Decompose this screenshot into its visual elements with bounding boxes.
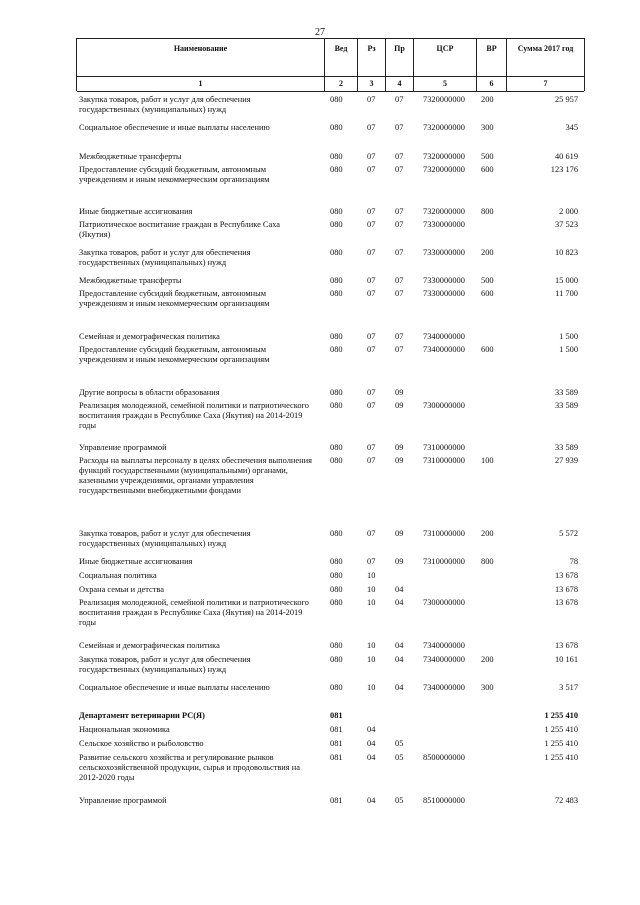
cell-sum: 13 678	[554, 585, 578, 594]
cell-rz: 07	[367, 401, 376, 410]
header-rz: Рз	[358, 39, 386, 76]
cell-sum: 1 255 410	[544, 725, 578, 734]
cell-pr: 07	[395, 276, 404, 285]
cell-pr: 07	[395, 207, 404, 216]
cell-csr: 8510000000	[423, 796, 465, 805]
cell-ved: 080	[330, 571, 343, 580]
cell-sum: 1 500	[559, 345, 578, 354]
cell-sum: 13 678	[554, 571, 578, 580]
cell-csr: 7320000000	[423, 152, 465, 161]
cell-sum: 2 000	[559, 207, 578, 216]
cell-rz: 07	[367, 207, 376, 216]
cell-pr: 09	[395, 388, 404, 397]
cell-name: Управление программой	[79, 796, 167, 805]
cell-rz: 07	[367, 345, 376, 354]
cell-name: Охрана семьи и детства	[79, 585, 164, 594]
cell-rz: 07	[367, 248, 376, 257]
cell-ved: 080	[330, 401, 343, 410]
cell-ved: 080	[330, 248, 343, 257]
header-row-titles	[77, 39, 584, 77]
cell-pr: 07	[395, 345, 404, 354]
cell-csr: 7330000000	[423, 276, 465, 285]
cell-pr: 09	[395, 456, 404, 465]
cell-rz: 07	[367, 95, 376, 104]
cell-name: Закупка товаров, работ и услуг для обеспечения государственных (муниципальных) нужд	[79, 529, 251, 548]
cell-sum: 345	[565, 123, 578, 132]
cell-rz: 07	[367, 456, 376, 465]
cell-ved: 080	[330, 276, 343, 285]
cell-csr: 7310000000	[423, 443, 465, 452]
cell-rz: 07	[367, 152, 376, 161]
cell-name: Семейная и демографическая политика	[79, 332, 220, 341]
header-num-6: 6	[477, 77, 507, 91]
cell-name: Расходы на выплаты персоналу в целях обеспечения выполнения функций государственными (муниципальными) органами, казенными учреждениями, органами управления государственными внебюджетными фондами	[79, 456, 312, 495]
cell-sum: 1 500	[559, 332, 578, 341]
cell-name: Предоставление субсидий бюджетным, автономным учреждениям и иным некоммерческим организациям	[79, 289, 270, 308]
cell-rz: 07	[367, 289, 376, 298]
cell-rz: 04	[367, 753, 376, 762]
cell-ved: 080	[330, 152, 343, 161]
cell-name: Закупка товаров, работ и услуг для обеспечения государственных (муниципальных) нужд	[79, 655, 251, 674]
header-sum: Сумма 2017 год	[517, 44, 574, 53]
cell-pr: 07	[395, 123, 404, 132]
cell-pr: 04	[395, 598, 404, 607]
cell-name: Реализация молодежной, семейной политики и патриотического воспитания граждан в Республике Саха (Якутия) на 2014-2019 годы	[79, 401, 309, 430]
cell-ved: 081	[330, 753, 343, 762]
cell-rz: 07	[367, 220, 376, 229]
cell-vr: 600	[481, 289, 494, 298]
cell-sum: 33 589	[554, 443, 578, 452]
cell-name: Сельское хозяйство и рыболовство	[79, 739, 204, 748]
cell-name: Семейная и демографическая политика	[79, 641, 220, 650]
cell-pr: 07	[395, 95, 404, 104]
cell-rz: 07	[367, 529, 376, 538]
cell-csr: 7320000000	[423, 95, 465, 104]
cell-name: Департамент ветеринарии РС(Я)	[79, 711, 205, 720]
cell-sum: 33 589	[554, 388, 578, 397]
cell-name: Предоставление субсидий бюджетным, автономным учреждениям и иным некоммерческим организациям	[79, 345, 270, 364]
cell-rz: 07	[367, 165, 376, 174]
cell-name: Управление программой	[79, 443, 167, 452]
cell-vr: 300	[481, 123, 494, 132]
header-num-2: 2	[325, 77, 358, 91]
header-num-3: 3	[358, 77, 386, 91]
cell-ved: 080	[330, 456, 343, 465]
cell-csr: 7340000000	[423, 641, 465, 650]
header-vr: ВР	[477, 39, 507, 76]
cell-ved: 081	[330, 725, 343, 734]
cell-csr: 7310000000	[423, 557, 465, 566]
cell-sum: 72 483	[554, 796, 578, 805]
cell-vr: 600	[481, 345, 494, 354]
cell-vr: 500	[481, 152, 494, 161]
cell-sum: 10 823	[554, 248, 578, 257]
cell-sum: 5 572	[559, 529, 578, 538]
cell-csr: 7320000000	[423, 207, 465, 216]
cell-pr: 07	[395, 248, 404, 257]
cell-sum: 1 255 410	[544, 739, 578, 748]
cell-vr: 100	[481, 456, 494, 465]
cell-vr: 800	[481, 207, 494, 216]
cell-name: Межбюджетные трансферты	[79, 152, 182, 161]
cell-csr: 7320000000	[423, 165, 465, 174]
cell-ved: 080	[330, 123, 343, 132]
cell-sum: 15 000	[554, 276, 578, 285]
cell-csr: 7300000000	[423, 401, 465, 410]
cell-ved: 080	[330, 585, 343, 594]
cell-csr: 7330000000	[423, 289, 465, 298]
cell-rz: 04	[367, 739, 376, 748]
cell-ved: 081	[330, 711, 343, 720]
cell-csr: 7340000000	[423, 332, 465, 341]
cell-csr: 7300000000	[423, 598, 465, 607]
cell-ved: 080	[330, 345, 343, 354]
cell-sum: 25 957	[554, 95, 578, 104]
cell-ved: 080	[330, 207, 343, 216]
cell-rz: 07	[367, 557, 376, 566]
cell-name: Межбюджетные трансферты	[79, 276, 182, 285]
cell-vr: 200	[481, 248, 494, 257]
cell-rz: 07	[367, 388, 376, 397]
cell-sum: 123 176	[550, 165, 578, 174]
header-csr: ЦСР	[414, 39, 477, 76]
cell-csr: 7330000000	[423, 220, 465, 229]
cell-csr: 7310000000	[423, 529, 465, 538]
cell-pr: 09	[395, 443, 404, 452]
cell-ved: 080	[330, 443, 343, 452]
cell-ved: 080	[330, 641, 343, 650]
cell-vr: 600	[481, 165, 494, 174]
cell-ved: 080	[330, 655, 343, 664]
cell-ved: 081	[330, 739, 343, 748]
cell-sum: 3 517	[559, 683, 578, 692]
cell-rz: 04	[367, 796, 376, 805]
cell-rz: 10	[367, 598, 376, 607]
cell-vr: 200	[481, 655, 494, 664]
header-ved: Вед	[325, 39, 358, 76]
header-name: Наименование	[77, 39, 325, 76]
cell-name: Другие вопросы в области образования	[79, 388, 220, 397]
cell-ved: 080	[330, 388, 343, 397]
cell-ved: 080	[330, 683, 343, 692]
cell-pr: 04	[395, 683, 404, 692]
cell-name: Патриотическое воспитание граждан в Республике Саха (Якутия)	[79, 220, 280, 239]
cell-name: Социальное обеспечение и иные выплаты населению	[79, 683, 270, 692]
cell-pr: 09	[395, 401, 404, 410]
cell-vr: 300	[481, 683, 494, 692]
cell-ved: 080	[330, 165, 343, 174]
header-num-1: 1	[77, 77, 325, 91]
cell-ved: 080	[330, 220, 343, 229]
cell-name: Закупка товаров, работ и услуг для обеспечения государственных (муниципальных) нужд	[79, 248, 251, 267]
table-header	[76, 38, 585, 91]
cell-csr: 7330000000	[423, 248, 465, 257]
cell-pr: 05	[395, 739, 404, 748]
cell-vr: 200	[481, 95, 494, 104]
cell-name: Иные бюджетные ассигнования	[79, 207, 193, 216]
cell-name: Реализация молодежной, семейной политики и патриотического воспитания граждан в Республике Саха (Якутия) на 2014-2019 годы	[79, 598, 309, 627]
cell-ved: 080	[330, 95, 343, 104]
cell-vr: 800	[481, 557, 494, 566]
cell-ved: 080	[330, 557, 343, 566]
header-num-7: 7	[543, 79, 548, 88]
page-number: 27	[315, 27, 325, 38]
cell-ved: 081	[330, 796, 343, 805]
cell-sum: 13 678	[554, 598, 578, 607]
cell-vr: 200	[481, 529, 494, 538]
cell-pr: 07	[395, 220, 404, 229]
cell-vr: 500	[481, 276, 494, 285]
cell-csr: 7310000000	[423, 456, 465, 465]
cell-pr: 04	[395, 641, 404, 650]
cell-name: Социальное обеспечение и иные выплаты населению	[79, 123, 270, 132]
cell-csr: 8500000000	[423, 753, 465, 762]
cell-csr: 7320000000	[423, 123, 465, 132]
cell-pr: 07	[395, 165, 404, 174]
cell-pr: 04	[395, 585, 404, 594]
cell-pr: 07	[395, 289, 404, 298]
cell-sum: 33 589	[554, 401, 578, 410]
cell-rz: 04	[367, 725, 376, 734]
cell-rz: 10	[367, 571, 376, 580]
cell-name: Социальная политика	[79, 571, 157, 580]
cell-sum: 40 619	[554, 152, 578, 161]
cell-name: Развитие сельского хозяйства и регулирование рынков сельскохозяйственной продукции, сырья и продовольствия на 2012-2020 годы	[79, 753, 300, 782]
cell-sum: 37 523	[554, 220, 578, 229]
cell-ved: 080	[330, 598, 343, 607]
cell-name: Иные бюджетные ассигнования	[79, 557, 193, 566]
cell-pr: 04	[395, 655, 404, 664]
cell-sum: 10 161	[554, 655, 578, 664]
cell-rz: 10	[367, 683, 376, 692]
cell-name: Национальная экономика	[79, 725, 170, 734]
cell-name: Закупка товаров, работ и услуг для обеспечения государственных (муниципальных) нужд	[79, 95, 251, 114]
cell-ved: 080	[330, 289, 343, 298]
cell-rz: 07	[367, 276, 376, 285]
cell-rz: 07	[367, 443, 376, 452]
cell-csr: 7340000000	[423, 655, 465, 664]
cell-sum: 27 939	[554, 456, 578, 465]
cell-pr: 05	[395, 796, 404, 805]
cell-pr: 09	[395, 529, 404, 538]
header-num-4: 4	[386, 77, 414, 91]
cell-ved: 080	[330, 529, 343, 538]
cell-pr: 07	[395, 152, 404, 161]
cell-pr: 05	[395, 753, 404, 762]
header-pr: Пр	[386, 39, 414, 76]
cell-pr: 07	[395, 332, 404, 341]
cell-sum: 1 255 410	[544, 753, 578, 762]
cell-pr: 09	[395, 557, 404, 566]
cell-sum: 1 255 410	[544, 711, 578, 720]
cell-rz: 10	[367, 641, 376, 650]
cell-rz: 10	[367, 655, 376, 664]
cell-rz: 10	[367, 585, 376, 594]
cell-rz: 07	[367, 332, 376, 341]
cell-csr: 7340000000	[423, 345, 465, 354]
cell-rz: 07	[367, 123, 376, 132]
cell-csr: 7340000000	[423, 683, 465, 692]
cell-sum: 78	[569, 557, 578, 566]
cell-name: Предоставление субсидий бюджетным, автономным учреждениям и иным некоммерческим организациям	[79, 165, 270, 184]
cell-sum: 13 678	[554, 641, 578, 650]
cell-sum: 11 700	[555, 289, 578, 298]
cell-ved: 080	[330, 332, 343, 341]
header-num-5: 5	[414, 77, 477, 91]
header-row-numbers	[77, 77, 584, 92]
